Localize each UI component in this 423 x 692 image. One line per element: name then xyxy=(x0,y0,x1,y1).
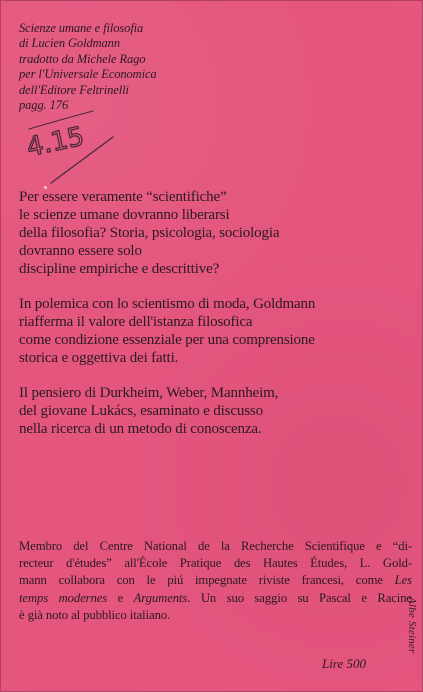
handwritten-number: 4.15 xyxy=(24,121,87,164)
blurb-paragraph-2 xyxy=(19,295,414,367)
blurb-line: del giovane Lukács, esaminato e discusso xyxy=(19,403,263,419)
author-bio xyxy=(19,538,412,624)
bio-text: e xyxy=(107,590,134,605)
bio-text: mann collabora con le piú impegnate riviste francesi, come xyxy=(19,573,395,588)
blurb-line: discipline empiriche e descrittive? xyxy=(19,261,220,277)
blurb-line: come condizione essenziale per una comprensione xyxy=(19,332,315,348)
bio-line: recteur d'études” all'École Pratique des Hautes Études, L. Gold- xyxy=(19,556,412,571)
blurb-paragraph-3 xyxy=(19,384,414,438)
blurb-line: nella ricerca di un metodo di conoscenza. xyxy=(19,421,262,437)
blurb-line: riafferma il valore dell'istanza filosofica xyxy=(19,314,253,330)
blurb-line: della filosofia? Storia, psicologia, sociologia xyxy=(19,225,280,241)
bio-line: Membro del Centre National de la Recherche Scientifique e “di- xyxy=(19,539,412,553)
blurb-text xyxy=(19,188,414,455)
credits-pages-line: pagg. 176 xyxy=(19,98,69,113)
journal-title: Arguments xyxy=(133,590,188,605)
bio-line xyxy=(19,572,412,589)
blurb-line: In polemica con lo scientismo di moda, Goldmann xyxy=(19,296,316,312)
journal-title: temps modernes xyxy=(19,590,108,605)
credits-publisher-line: dell'Editore Feltrinelli xyxy=(19,82,129,97)
credits-title-line: Scienze umane e filosofia xyxy=(19,21,144,35)
bio-text: . Un suo saggio su Pascal e Racine xyxy=(187,590,412,605)
blurb-line: dovranno essere solo xyxy=(19,243,142,259)
price-label: Lire 500 xyxy=(322,656,366,671)
blurb-line: le scienze umane dovranno liberarsi xyxy=(19,207,230,223)
credits-author-line: di Lucien Goldmann xyxy=(19,36,120,51)
blurb-paragraph-1 xyxy=(19,188,414,278)
handwritten-price-mark xyxy=(23,105,118,190)
publication-credits xyxy=(19,21,219,113)
bio-line xyxy=(19,590,412,607)
blurb-line: Per essere veramente “scientifiche” xyxy=(19,189,227,205)
bio-line: è già noto al pubblico italiano. xyxy=(19,607,171,622)
blurb-line: Il pensiero di Durkheim, Weber, Mannheim, xyxy=(19,385,279,401)
designer-credit: Albe Steiner xyxy=(406,597,418,654)
journal-title: Les xyxy=(394,573,412,588)
credits-series-line: per l'Universale Economica xyxy=(19,67,157,82)
blurb-line: storica e oggettiva dei fatti. xyxy=(19,350,179,366)
credits-translator-line: tradotto da Michele Rago xyxy=(19,51,146,66)
